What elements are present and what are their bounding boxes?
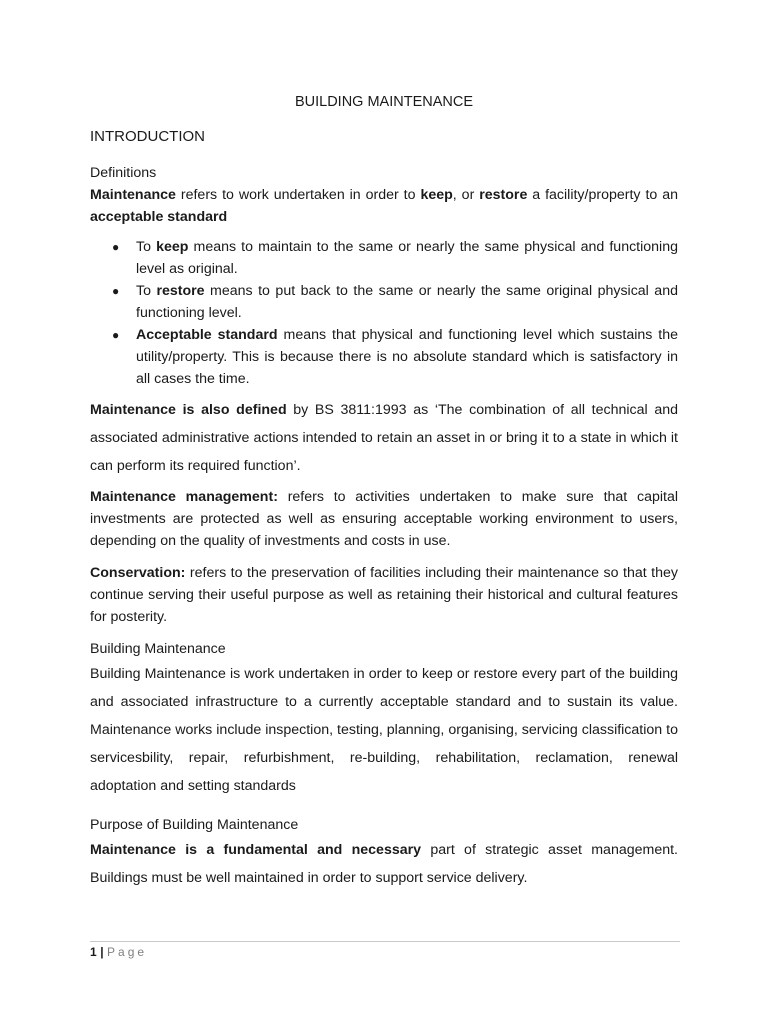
management-text: refers to activities undertaken to make sure that capital investments are protected as well as ensuring acceptable working environment to users, depending on the quality of investments and costs in use. [90,489,678,549]
bullet-keep [112,236,678,280]
bullet-restore [112,280,678,324]
bullet-acceptable-standard [112,324,679,390]
bullet-icon: ● [112,328,120,342]
bullet-text: means that physical and functioning level which sustains the utility/property. This is because there is no absolute standard which is satisfactory in all cases the time. [136,327,679,387]
maintenance-term: Maintenance [90,187,176,203]
management-paragraph [90,486,678,552]
bullet-icon: ● [112,240,120,254]
definitions-heading: Definitions [90,165,157,181]
page-number: 1 [90,945,98,959]
bullet-text: means to maintain to the same or nearly the same physical and functioning level as original. [136,239,678,277]
page-label: Page [107,945,148,959]
keep-term: keep [420,187,453,203]
maintenance-definition [90,184,678,228]
also-defined-text: by BS 3811:1993 as ‘The combination of all technical and associated administrative actions intended to retain an asset in or bring it to a state in which it can perform its required function’. [90,402,678,474]
management-term: Maintenance management: [90,489,278,505]
bullet-text: means to put back to the same or nearly the same original physical and functioning level. [136,283,678,321]
purpose-text: part of strategic asset management. Buildings must be well maintained in order to support service delivery. [90,842,678,886]
footer-separator: | [100,945,105,959]
bullet-prefix: To [136,283,157,299]
definition-bullet-list [90,236,678,390]
bullet-term: keep [156,239,189,255]
bullet-icon: ● [112,284,120,298]
bullet-prefix: To [136,239,157,255]
maintenance-text-1: refers to work undertaken in order to [175,187,421,203]
purpose-term: Maintenance is a fundamental and necessary [90,842,422,858]
document-title: BUILDING MAINTENANCE [294,94,474,110]
purpose-paragraph [90,836,678,892]
conservation-paragraph [90,562,678,628]
bullet-term: restore [156,283,205,299]
maintenance-text-2: , or [452,187,480,203]
document-body [90,92,678,892]
conservation-text: refers to the preservation of facilities including their maintenance so that they continue serving their useful purpose as well as retaining their historical and cultural features for posterity. [90,565,678,625]
acceptable-standard-term: acceptable standard [90,209,228,225]
page-footer [90,944,147,960]
building-maintenance-heading: Building Maintenance [90,641,226,657]
footer-divider [90,941,680,942]
maintenance-text-3: a facility/property to an [527,187,678,203]
introduction-heading: INTRODUCTION [90,128,205,145]
bullet-term: Acceptable standard [136,327,278,343]
also-defined-term: Maintenance is also defined [90,402,287,418]
purpose-heading: Purpose of Building Maintenance [90,817,299,833]
building-maintenance-paragraph: Building Maintenance is work undertaken in order to keep or restore every part of the building and associated infrastructure to a currently acceptable standard and to sustain its value. Maintenance works include inspection, testing, planning, organising, servicing classification to servicesbility, repair, refurbishment, re-building, rehabilitation, reclamation, renewal adoptation and setting standards [90,666,678,794]
also-defined-paragraph [90,396,678,480]
restore-term: restore [479,187,528,203]
conservation-term: Conservation: [90,565,186,581]
